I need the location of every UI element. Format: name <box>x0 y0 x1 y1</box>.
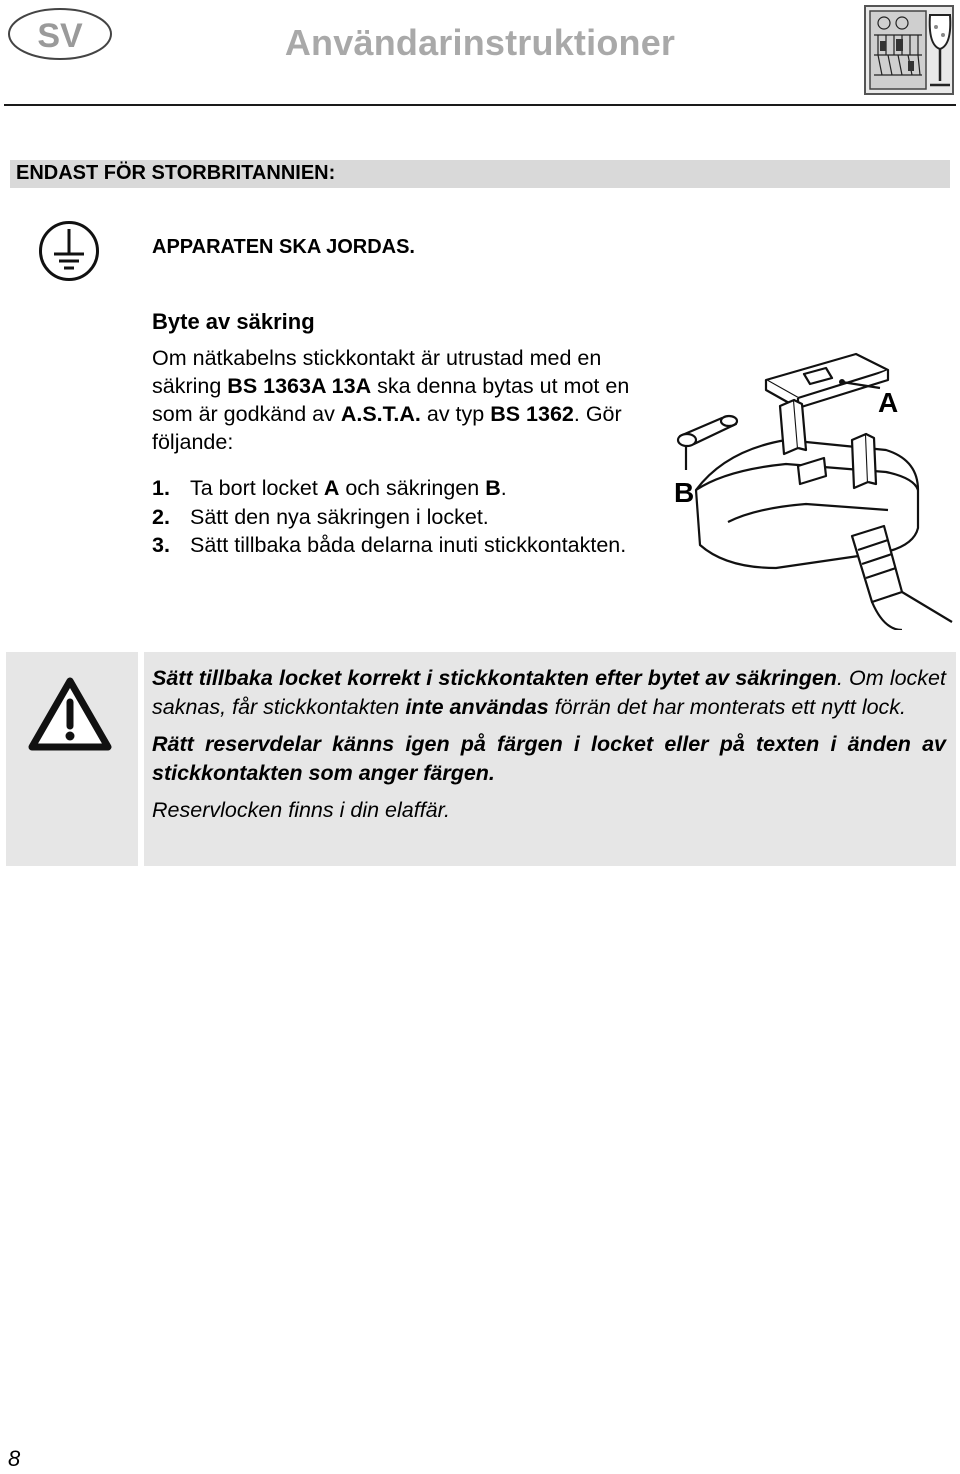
fuse-paragraph <box>152 344 636 456</box>
step-text: och säkringen <box>339 476 486 500</box>
warning-triangle-icon <box>28 676 112 752</box>
fuse-text: ska denna bytas ut mot en som är godkänd av <box>152 374 630 426</box>
warning-cover-paragraph <box>152 664 946 722</box>
warning-text <box>152 664 946 825</box>
figure-label-b: B <box>674 477 695 508</box>
fuse-step-2 <box>152 503 636 532</box>
page-number: 8 <box>8 1446 21 1471</box>
step-text: . <box>500 476 507 500</box>
step-text: Sätt tillbaka båda delarna inuti stickkontakten. <box>190 533 627 557</box>
fuse-step-1 <box>152 474 636 503</box>
step-text: Ta bort locket <box>190 476 324 500</box>
warning-parts-text: Rätt reservdelar känns igen på färgen i locket eller på texten i änden av stickkontakten som anger färgen. <box>152 732 946 785</box>
fuse-text: . Gör följande: <box>152 402 622 454</box>
language-badge-text: SV <box>37 17 83 55</box>
dishwasher-glass-icon <box>864 5 954 95</box>
warning-text-part: Om locket saknas, får stickkontakten <box>152 666 946 719</box>
step-label-a: A <box>323 476 340 500</box>
warning-spare-paragraph: Reservlocken finns i din elaffär. <box>152 798 450 822</box>
step-number: 1. <box>152 476 170 500</box>
step-number: 3. <box>152 533 170 557</box>
header-rule <box>4 104 956 106</box>
fuse-steps <box>152 474 636 560</box>
warning-bold-line: Sätt tillbaka locket korrekt i stickkontakten efter bytet av säkringen <box>152 666 837 690</box>
warning-period: . <box>836 666 843 690</box>
fuse-text: Om nätkabelns stickkontakt är utrustad med en säkring <box>152 346 602 398</box>
earth-warning-text: APPARATEN SKA JORDAS. <box>152 236 415 258</box>
figure-label-a: A <box>878 387 899 418</box>
section-title: ENDAST FÖR STORBRITANNIEN: <box>16 162 336 184</box>
fuse-type: BS 1362 <box>490 402 574 426</box>
fuse-text: av typ <box>420 402 491 426</box>
section-bar <box>10 160 950 188</box>
earth-ground-icon <box>38 220 100 282</box>
step-text: Sätt den nya säkringen i locket. <box>190 504 489 529</box>
page-title: Användarinstruktioner <box>284 22 676 63</box>
fuse-heading: Byte av säkring <box>152 309 315 334</box>
fuse-authority: A.S.T.A. <box>340 402 421 426</box>
step-number: 2. <box>152 504 170 529</box>
fuse-standard: BS 1363A 13A <box>227 374 372 398</box>
step-label-b: B <box>485 476 501 500</box>
warning-bold-inte: inte användas <box>405 695 549 719</box>
uk-plug-fuse-illustration <box>656 340 956 630</box>
warning-text-part: förrän det har monterats ett nytt lock. <box>548 695 907 719</box>
warning-parts-paragraph <box>152 730 946 788</box>
fuse-step-3 <box>152 531 636 560</box>
